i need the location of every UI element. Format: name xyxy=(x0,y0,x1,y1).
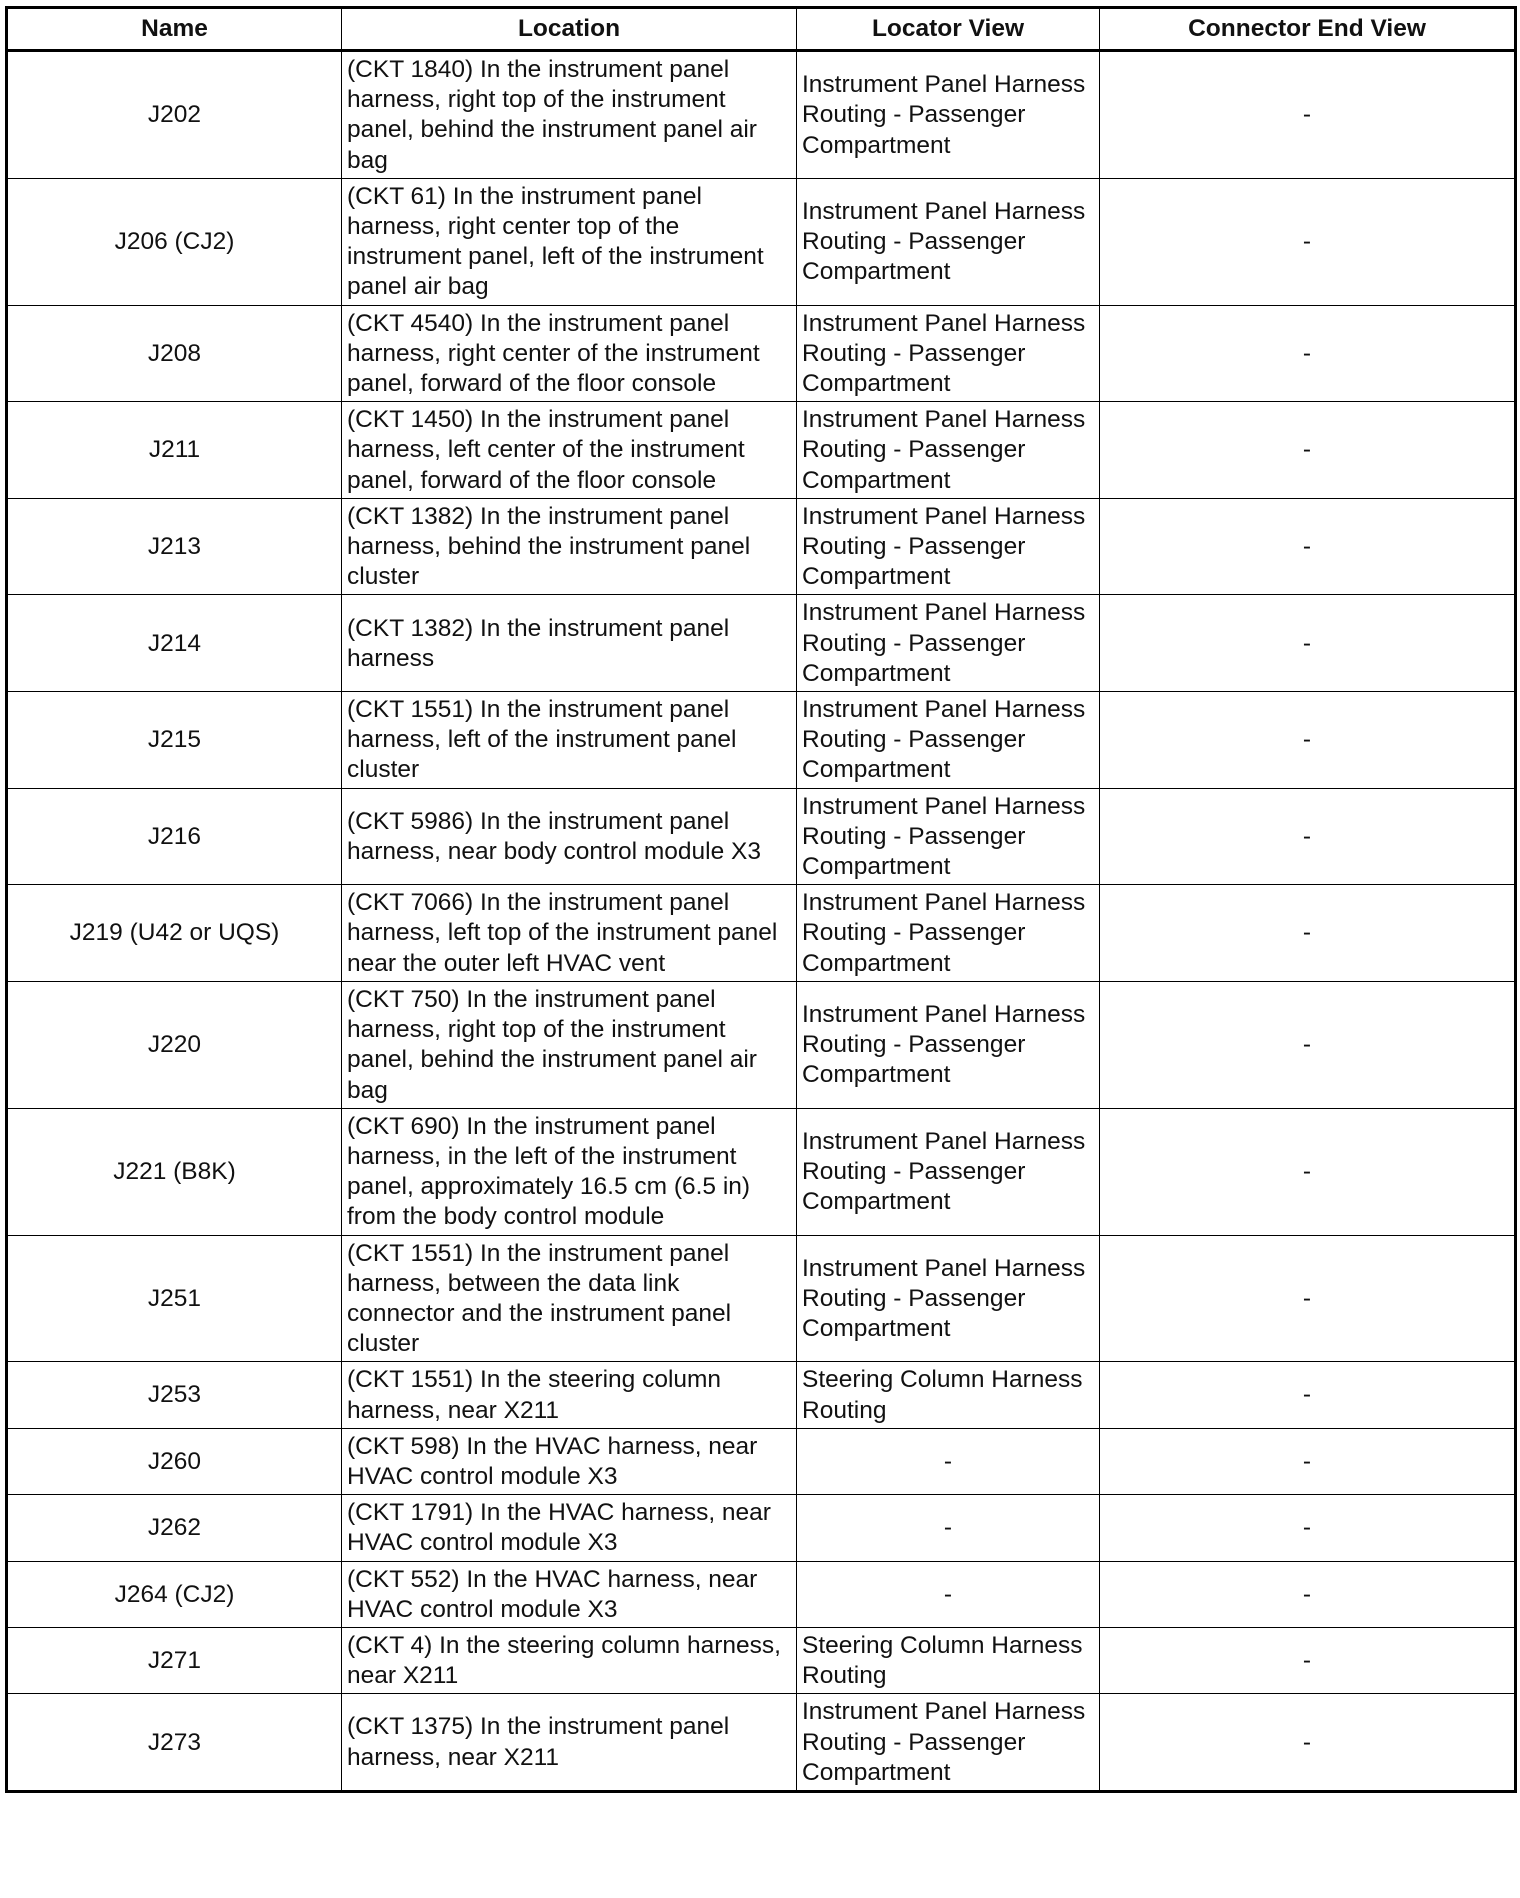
table-row xyxy=(7,498,1516,595)
table-row xyxy=(7,51,1516,179)
cell-connector-end-view: - xyxy=(1100,1561,1516,1627)
cell-locator-view: Instrument Panel Harness Routing - Passenger Compartment xyxy=(797,885,1100,982)
cell-connector-end-view: - xyxy=(1100,1108,1516,1235)
table-row xyxy=(7,595,1516,692)
cell-connector-end-view: - xyxy=(1100,692,1516,789)
table-row xyxy=(7,1495,1516,1561)
table-row xyxy=(7,1561,1516,1627)
cell-connector-end-view: - xyxy=(1100,1428,1516,1494)
cell-name: J253 xyxy=(7,1362,342,1428)
column-header-locator-view: Locator View xyxy=(797,8,1100,51)
cell-connector-end-view: - xyxy=(1100,1495,1516,1561)
table-row xyxy=(7,178,1516,305)
table-body xyxy=(7,51,1516,1792)
cell-locator-view: Steering Column Harness Routing xyxy=(797,1627,1100,1693)
cell-name: J220 xyxy=(7,981,342,1108)
cell-connector-end-view: - xyxy=(1100,788,1516,885)
table-row xyxy=(7,692,1516,789)
cell-name: J264 (CJ2) xyxy=(7,1561,342,1627)
cell-location: (CKT 1450) In the instrument panel harness, left center of the instrument panel, forward of the floor console xyxy=(342,402,797,499)
table-row xyxy=(7,1108,1516,1235)
cell-locator-view: - xyxy=(797,1561,1100,1627)
cell-location: (CKT 4540) In the instrument panel harness, right center of the instrument panel, forward of the floor console xyxy=(342,305,797,402)
cell-name: J262 xyxy=(7,1495,342,1561)
table-row xyxy=(7,788,1516,885)
cell-location: (CKT 690) In the instrument panel harness, in the left of the instrument panel, approximately 16.5 cm (6.5 in) from the body control module xyxy=(342,1108,797,1235)
cell-connector-end-view: - xyxy=(1100,402,1516,499)
cell-location: (CKT 1375) In the instrument panel harness, near X211 xyxy=(342,1694,797,1792)
cell-location: (CKT 4) In the steering column harness, near X211 xyxy=(342,1627,797,1693)
cell-locator-view: Steering Column Harness Routing xyxy=(797,1362,1100,1428)
cell-name: J208 xyxy=(7,305,342,402)
cell-connector-end-view: - xyxy=(1100,1362,1516,1428)
cell-name: J211 xyxy=(7,402,342,499)
table-row xyxy=(7,1627,1516,1693)
cell-location: (CKT 1840) In the instrument panel harness, right top of the instrument panel, behind the instrument panel air bag xyxy=(342,51,797,179)
column-header-name: Name xyxy=(7,8,342,51)
cell-name: J213 xyxy=(7,498,342,595)
header-row xyxy=(7,8,1516,51)
cell-connector-end-view: - xyxy=(1100,1694,1516,1792)
cell-name: J260 xyxy=(7,1428,342,1494)
cell-name: J215 xyxy=(7,692,342,789)
cell-location: (CKT 1551) In the steering column harness, near X211 xyxy=(342,1362,797,1428)
cell-name: J216 xyxy=(7,788,342,885)
cell-location: (CKT 1551) In the instrument panel harness, left of the instrument panel cluster xyxy=(342,692,797,789)
table-row xyxy=(7,305,1516,402)
cell-locator-view: - xyxy=(797,1495,1100,1561)
cell-name: J202 xyxy=(7,51,342,179)
cell-name: J219 (U42 or UQS) xyxy=(7,885,342,982)
cell-location: (CKT 7066) In the instrument panel harness, left top of the instrument panel near the outer left HVAC vent xyxy=(342,885,797,982)
cell-locator-view: Instrument Panel Harness Routing - Passenger Compartment xyxy=(797,1108,1100,1235)
cell-connector-end-view: - xyxy=(1100,305,1516,402)
table-row xyxy=(7,1235,1516,1362)
table-row xyxy=(7,1428,1516,1494)
cell-name: J273 xyxy=(7,1694,342,1792)
table-row xyxy=(7,1694,1516,1792)
cell-locator-view: Instrument Panel Harness Routing - Passenger Compartment xyxy=(797,981,1100,1108)
cell-location: (CKT 1382) In the instrument panel harness, behind the instrument panel cluster xyxy=(342,498,797,595)
connector-location-table xyxy=(5,6,1517,1793)
cell-connector-end-view: - xyxy=(1100,595,1516,692)
column-header-connector-end-view: Connector End View xyxy=(1100,8,1516,51)
column-header-location: Location xyxy=(342,8,797,51)
cell-location: (CKT 1791) In the HVAC harness, near HVAC control module X3 xyxy=(342,1495,797,1561)
cell-locator-view: Instrument Panel Harness Routing - Passenger Compartment xyxy=(797,305,1100,402)
table-row xyxy=(7,885,1516,982)
cell-location: (CKT 1382) In the instrument panel harness xyxy=(342,595,797,692)
cell-locator-view: Instrument Panel Harness Routing - Passenger Compartment xyxy=(797,178,1100,305)
cell-locator-view: Instrument Panel Harness Routing - Passenger Compartment xyxy=(797,51,1100,179)
cell-name: J271 xyxy=(7,1627,342,1693)
cell-location: (CKT 750) In the instrument panel harness, right top of the instrument panel, behind the instrument panel air bag xyxy=(342,981,797,1108)
cell-connector-end-view: - xyxy=(1100,1235,1516,1362)
table-row xyxy=(7,981,1516,1108)
cell-name: J221 (B8K) xyxy=(7,1108,342,1235)
cell-connector-end-view: - xyxy=(1100,981,1516,1108)
cell-connector-end-view: - xyxy=(1100,885,1516,982)
cell-connector-end-view: - xyxy=(1100,1627,1516,1693)
cell-locator-view: Instrument Panel Harness Routing - Passenger Compartment xyxy=(797,1694,1100,1792)
cell-name: J251 xyxy=(7,1235,342,1362)
table-row xyxy=(7,1362,1516,1428)
cell-location: (CKT 5986) In the instrument panel harness, near body control module X3 xyxy=(342,788,797,885)
cell-locator-view: Instrument Panel Harness Routing - Passenger Compartment xyxy=(797,402,1100,499)
cell-location: (CKT 61) In the instrument panel harness, right center top of the instrument panel, left of the instrument panel air bag xyxy=(342,178,797,305)
cell-connector-end-view: - xyxy=(1100,178,1516,305)
cell-connector-end-view: - xyxy=(1100,498,1516,595)
cell-location: (CKT 1551) In the instrument panel harness, between the data link connector and the instrument panel cluster xyxy=(342,1235,797,1362)
cell-locator-view: Instrument Panel Harness Routing - Passenger Compartment xyxy=(797,595,1100,692)
cell-locator-view: Instrument Panel Harness Routing - Passenger Compartment xyxy=(797,498,1100,595)
cell-connector-end-view: - xyxy=(1100,51,1516,179)
cell-name: J206 (CJ2) xyxy=(7,178,342,305)
table-row xyxy=(7,402,1516,499)
cell-locator-view: - xyxy=(797,1428,1100,1494)
cell-location: (CKT 598) In the HVAC harness, near HVAC control module X3 xyxy=(342,1428,797,1494)
cell-locator-view: Instrument Panel Harness Routing - Passenger Compartment xyxy=(797,692,1100,789)
cell-location: (CKT 552) In the HVAC harness, near HVAC control module X3 xyxy=(342,1561,797,1627)
cell-locator-view: Instrument Panel Harness Routing - Passenger Compartment xyxy=(797,1235,1100,1362)
cell-name: J214 xyxy=(7,595,342,692)
cell-locator-view: Instrument Panel Harness Routing - Passenger Compartment xyxy=(797,788,1100,885)
